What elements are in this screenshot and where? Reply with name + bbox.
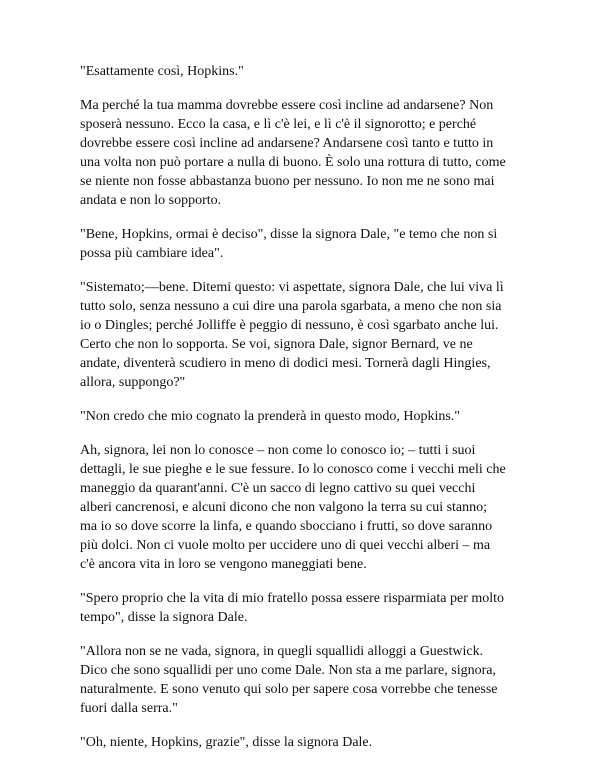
document-body — [80, 62, 535, 767]
paragraph-6: Ah, signora, lei non lo conosce – non come lo conosco io; – tutti i suoi dettagli, le sue pieghe e le sue fessure. Io lo conosco come i vecchi meli che maneggio da quarant'anni. C'è un sacco di legno cattivo su quei vecchi alberi cancrenosi, e alcuni dicono che non valgono la terra su cui stanno; ma io so dove scorre la linfa, e quando sbocciano i frutti, so dove saranno più dolci. Non ci vuole molto per uccidere uno di quei vecchi alberi – ma c'è ancora vita in loro se vengono maneggiati bene. — [80, 443, 506, 572]
paragraph-8: "Allora non se ne vada, signora, in quegli squallidi alloggi a Guestwick. Dico che sono squallidi per uno come Dale. Non sta a me parlare, signora, naturalmente. E sono venuto qui solo per sapere cosa vorrebbe che tenesse fuori dalla serra." — [80, 644, 498, 716]
paragraph-3: "Bene, Hopkins, ormai è deciso", disse la signora Dale, "e temo che non si possa più cambiare idea". — [80, 227, 498, 261]
paragraph-5: "Non credo che mio cognato la prenderà in questo modo, Hopkins." — [80, 409, 461, 424]
paragraph-7: "Spero proprio che la vita di mio fratello possa essere risparmiata per molto tempo", disse la signora Dale. — [80, 591, 505, 625]
paragraph-4: "Sistemato;—bene. Ditemi questo: vi aspettate, signora Dale, che lui viva lì tutto solo, senza nessuno a cui dire una parola sgarbata, a meno che non sia io o Dingles; perché Jolliffe è peggio di nessuno, è così sgarbato anche lui. Certo che non lo sopporta. Se voi, signora Dale, signor Bernard, ve ne andate, diventerà scudiero in meno di dodici mesi. Tornerà dagli Hingies, allora, suppongo?" — [80, 280, 504, 390]
paragraph-1: "Esattamente così, Hopkins." — [80, 64, 244, 79]
paragraph-9: "Oh, niente, Hopkins, grazie", disse la signora Dale. — [80, 735, 373, 750]
paragraph-2: Ma perché la tua mamma dovrebbe essere così incline ad andarsene? Non sposerà nessuno. Ecco la casa, e lì c'è lei, e lì c'è il signorotto; e perché dovrebbe essere così incline ad andarsene? Andarsene così tanto e tutto in una volta non può portare a nulla di buono. È solo una rottura di tutto, come se niente non fosse abbastanza buono per nessuno. Io non me ne sono mai andata e non lo sopporto. — [80, 98, 506, 208]
